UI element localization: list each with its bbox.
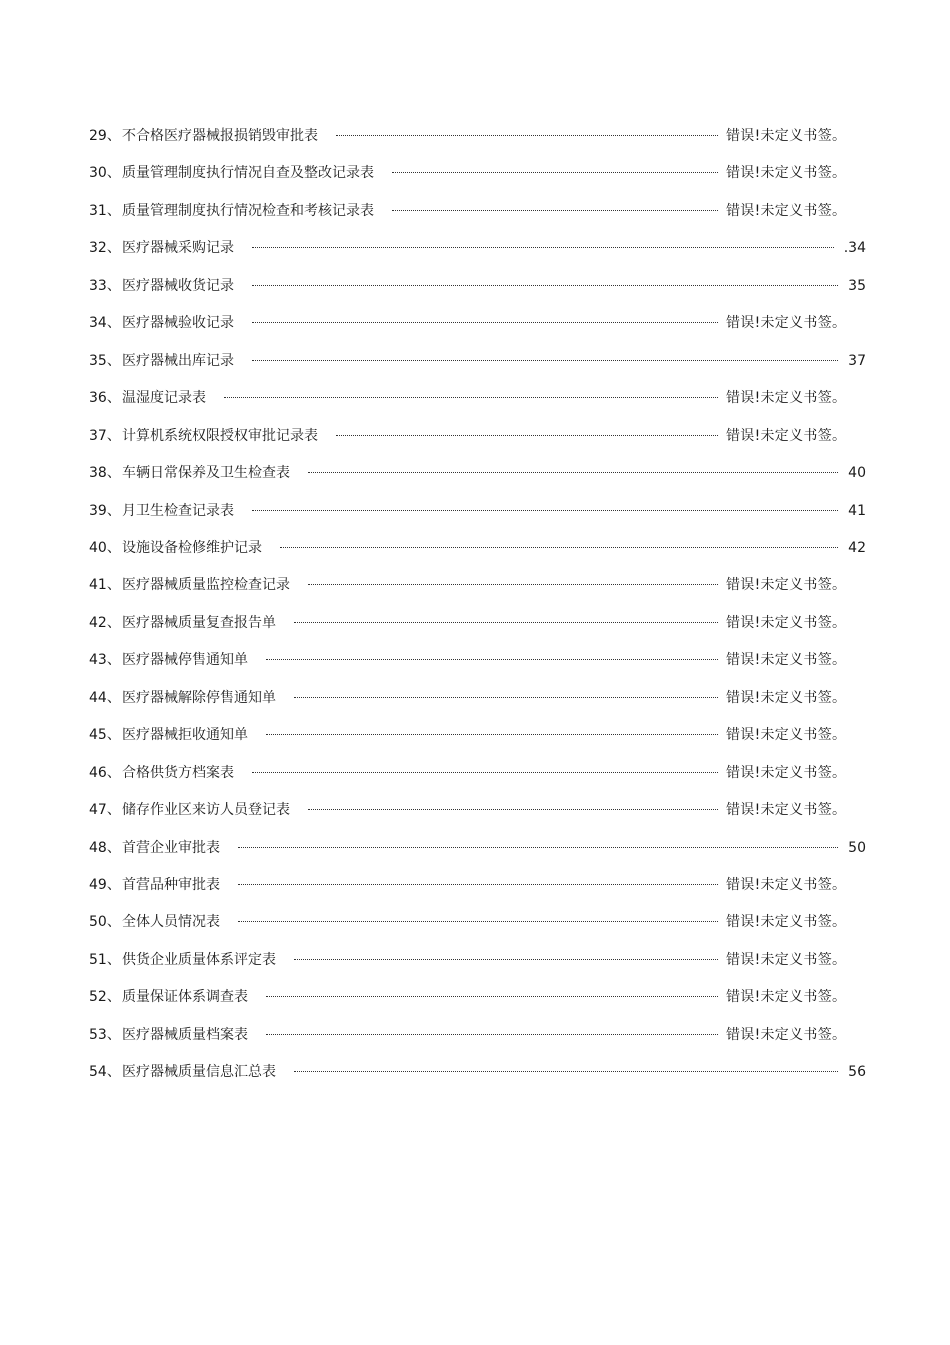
toc-entry-page: .34	[843, 240, 866, 257]
toc-entry[interactable]	[0, 538, 950, 558]
toc-entry[interactable]	[0, 1025, 950, 1045]
toc-entry-number: 45、	[89, 727, 121, 744]
toc-entry-title: 医疗器械采购记录	[122, 240, 234, 257]
toc-entry-title: 设施设备检修维护记录	[122, 539, 262, 556]
toc-entry-number: 33、	[89, 277, 121, 294]
toc-entry-page: 56	[848, 1064, 866, 1081]
toc-entry-title: 全体人员情况表	[122, 914, 220, 931]
toc-entry-leader	[308, 809, 718, 810]
toc-entry-page: 错误!未定义书签。	[726, 128, 847, 144]
toc-entry-leader	[266, 996, 718, 997]
toc-entry-title: 医疗器械质量复查报告单	[122, 614, 276, 631]
toc-entry-number: 49、	[89, 877, 121, 893]
toc-entry-number: 44、	[89, 689, 121, 706]
toc-entry-page: 50	[848, 839, 866, 856]
toc-entry-leader	[336, 135, 718, 136]
toc-entry-leader	[280, 547, 838, 548]
toc-entry-number: 31、	[89, 202, 121, 219]
toc-entry-leader	[252, 360, 838, 361]
toc-entry-page: 40	[848, 465, 866, 482]
toc-entry-title: 医疗器械出库记录	[122, 352, 234, 369]
toc-entry[interactable]	[0, 238, 950, 258]
toc-entry-title: 合格供货方档案表	[122, 764, 234, 781]
toc-entry-page: 35	[848, 277, 866, 294]
toc-entry-leader	[238, 921, 718, 922]
toc-entry-leader	[294, 1071, 838, 1072]
toc-entry-page: 错误!未定义书签。	[726, 802, 847, 819]
toc-entry-number: 46、	[89, 764, 121, 781]
toc-entry-leader	[294, 622, 718, 623]
toc-entry-number: 47、	[89, 802, 121, 819]
toc-entry-page: 错误!未定义书签。	[726, 390, 847, 407]
toc-entry-number: 38、	[89, 465, 121, 482]
toc-entry-page: 错误!未定义书签。	[726, 877, 847, 893]
toc-entry[interactable]	[0, 426, 950, 446]
toc-entry-number: 54、	[89, 1064, 121, 1081]
toc-entry-page: 错误!未定义书签。	[726, 951, 847, 968]
toc-entry-leader	[252, 510, 838, 511]
toc-entry[interactable]	[0, 800, 950, 820]
toc-entry-page: 错误!未定义书签。	[726, 202, 847, 219]
toc-entry-leader	[252, 322, 718, 323]
toc-entry-title: 医疗器械质量监控检查记录	[122, 577, 290, 594]
toc-entry-number: 39、	[89, 502, 121, 519]
toc-entry-page: 错误!未定义书签。	[726, 914, 847, 931]
toc-entry-leader	[224, 397, 718, 398]
toc-entry-title: 质量管理制度执行情况自查及整改记录表	[122, 165, 374, 182]
toc-entry-page: 错误!未定义书签。	[726, 165, 847, 182]
toc-entry-number: 40、	[89, 539, 121, 556]
toc-entry-title: 温湿度记录表	[122, 390, 206, 407]
toc-entry-number: 41、	[89, 577, 121, 594]
toc-entry[interactable]	[0, 912, 950, 932]
toc-entry-number: 30、	[89, 165, 121, 182]
toc-entry-number: 50、	[89, 914, 121, 931]
toc-entry-page: 错误!未定义书签。	[726, 989, 847, 1006]
toc-entry-page: 错误!未定义书签。	[726, 689, 847, 706]
toc-entry-leader	[392, 172, 718, 173]
toc-entry-leader	[266, 1034, 718, 1035]
toc-entry-title: 医疗器械解除停售通知单	[122, 689, 276, 706]
toc-entry-leader	[308, 472, 838, 473]
toc-entry[interactable]	[0, 501, 950, 521]
toc-entry-title: 医疗器械质量档案表	[122, 1026, 248, 1043]
toc-entry-page: 错误!未定义书签。	[726, 315, 847, 332]
toc-entry[interactable]	[0, 613, 950, 633]
toc-entry-number: 35、	[89, 352, 121, 369]
toc-entry[interactable]	[0, 725, 950, 745]
toc-entry[interactable]	[0, 838, 950, 858]
toc-entry[interactable]	[0, 763, 950, 783]
toc-entry[interactable]	[0, 313, 950, 333]
toc-entry-page: 42	[848, 539, 866, 556]
toc-entry[interactable]	[0, 875, 950, 895]
toc-entry-title: 计算机系统权限授权审批记录表	[122, 427, 318, 444]
toc-entry-number: 51、	[89, 951, 121, 968]
toc-entry-leader	[238, 847, 838, 848]
toc-entry-leader	[266, 734, 718, 735]
toc-entry-leader	[392, 210, 718, 211]
toc-entry-number: 42、	[89, 614, 121, 631]
toc-entry[interactable]	[0, 950, 950, 970]
toc-entry-title: 月卫生检查记录表	[122, 502, 234, 519]
toc-entry-page: 错误!未定义书签。	[726, 727, 847, 744]
toc-entry-number: 52、	[89, 989, 121, 1006]
toc-entry-title: 供货企业质量体系评定表	[122, 951, 276, 968]
toc-entry-leader	[238, 884, 718, 885]
toc-entry-number: 48、	[89, 839, 121, 856]
toc-entry-title: 医疗器械拒收通知单	[122, 727, 248, 744]
toc-entry[interactable]	[0, 650, 950, 670]
toc-entry-page: 错误!未定义书签。	[726, 577, 847, 594]
toc-entry-page: 错误!未定义书签。	[726, 614, 847, 631]
toc-entry-title: 储存作业区来访人员登记表	[122, 802, 290, 819]
toc-entry-leader	[308, 584, 718, 585]
toc-entry-leader	[336, 435, 718, 436]
toc-entry-title: 质量保证体系调查表	[122, 989, 248, 1006]
toc-entry-page: 错误!未定义书签。	[726, 1026, 847, 1043]
toc-entry-page: 错误!未定义书签。	[726, 652, 847, 669]
toc-entry[interactable]	[0, 987, 950, 1007]
toc-entry-title: 首营品种审批表	[122, 877, 220, 893]
toc-entry-title: 不合格医疗器械报损销毁审批表	[122, 128, 318, 144]
toc-entry[interactable]	[0, 351, 950, 371]
toc-entry-number: 37、	[89, 427, 121, 444]
toc-entry-leader	[294, 697, 718, 698]
toc-entry-leader	[252, 285, 838, 286]
toc-entry[interactable]	[0, 388, 950, 408]
toc-entry-title: 医疗器械停售通知单	[122, 652, 248, 669]
toc-entry-leader	[266, 659, 718, 660]
toc-entry-title: 医疗器械收货记录	[122, 277, 234, 294]
toc-entry-number: 43、	[89, 652, 121, 669]
toc-entry-title: 首营企业审批表	[122, 839, 220, 856]
toc-entry[interactable]	[0, 163, 950, 183]
toc-entry[interactable]	[0, 1062, 950, 1082]
toc-entry-number: 34、	[89, 315, 121, 332]
toc-entry[interactable]	[0, 688, 950, 708]
toc-entry-page: 37	[848, 352, 866, 369]
toc-entry-page: 错误!未定义书签。	[726, 427, 847, 444]
toc-entry-title: 医疗器械验收记录	[122, 315, 234, 332]
toc-entry-leader	[294, 959, 718, 960]
toc-entry-page: 错误!未定义书签。	[726, 764, 847, 781]
toc-entry[interactable]	[0, 126, 950, 146]
toc-entry[interactable]	[0, 276, 950, 296]
toc-entry-title: 车辆日常保养及卫生检查表	[122, 465, 290, 482]
toc-entry-leader	[252, 247, 834, 248]
toc-entry-title: 医疗器械质量信息汇总表	[122, 1064, 276, 1081]
toc-entry-leader	[252, 772, 718, 773]
toc-entry-title: 质量管理制度执行情况检查和考核记录表	[122, 202, 374, 219]
toc-entry[interactable]	[0, 463, 950, 483]
toc-entry[interactable]	[0, 575, 950, 595]
toc-entry-number: 53、	[89, 1026, 121, 1043]
toc-entry[interactable]	[0, 201, 950, 221]
toc-entry-number: 29、	[89, 128, 121, 144]
toc-entry-page: 41	[848, 502, 866, 519]
toc-entry-number: 32、	[89, 240, 121, 257]
toc-entry-number: 36、	[89, 390, 121, 407]
